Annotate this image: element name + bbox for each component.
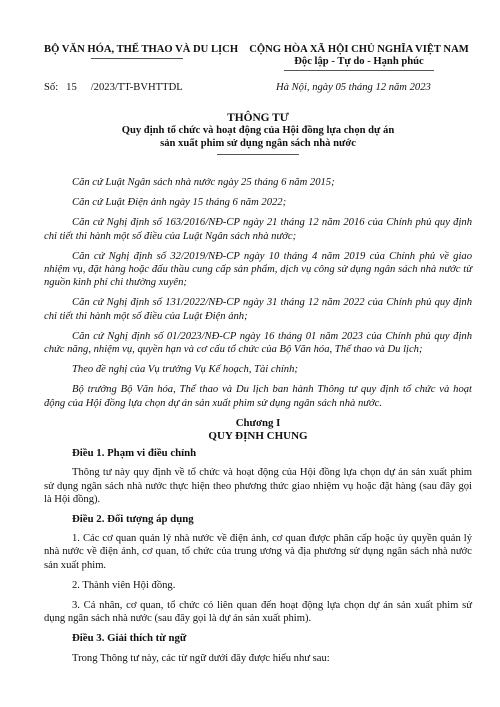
number-suffix: /2023/TT-BVHTTDL [90, 82, 183, 93]
national-heading [246, 44, 472, 71]
national-motto: Độc lập - Tự do - Hạnh phúc [294, 56, 424, 67]
issuing-authority [44, 44, 239, 59]
preamble-item: Căn cứ Luật Điện ảnh ngày 15 tháng 6 năm 2022; [72, 197, 287, 209]
preamble-item: Căn cứ Nghị định số 32/2019/NĐ-CP ngày 10 tháng 4 năm 2019 của Chính phủ về giao nhiệm vụ, đặt hàng hoặc đấu thầu cung cấp sản phẩm, dịch vụ công sử dụng ngân sách nhà nước từ nguồn kinh phí chi thường xuyên; [44, 250, 472, 289]
preamble-item: Căn cứ Nghị định số 01/2023/NĐ-CP ngày 16 tháng 01 năm 2023 của Chính phủ quy định chức năng, nhiệm vụ, quyền hạn và cơ cấu tổ chức của Bộ Văn hóa, Thể thao và Du lịch; [44, 330, 472, 356]
chapter-label: Chương I [235, 416, 281, 429]
preamble-item: Căn cứ Luật Ngân sách nhà nước ngày 25 tháng 6 năm 2015; [72, 177, 335, 188]
place-and-date: Hà Nội, ngày 05 tháng 12 năm 2023 [276, 82, 431, 93]
title-line-2: sản xuất phim sử dụng ngân sách nhà nước [160, 138, 356, 149]
number-value: 15 [66, 82, 77, 93]
country-name: CỘNG HÒA XÃ HỘI CHỦ NGHĨA VIỆT NAM [249, 44, 469, 55]
article-2-title: Điều 2. Đối tượng áp dụng [72, 513, 194, 526]
document-title [44, 112, 472, 155]
document-number [44, 82, 183, 93]
preamble-item: Căn cứ Nghị định số 131/2022/NĐ-CP ngày 31 tháng 12 năm 2022 của Chính phủ quy định chi tiết thi hành một số điều của Luật Điện ảnh; [44, 297, 472, 322]
preamble-item: Bộ trưởng Bộ Văn hóa, Thể thao và Du lịch ban hành Thông tư quy định tổ chức và hoạt động của Hội đồng lựa chọn dự án sản xuất phim sử dụng ngân sách nhà nước. [44, 384, 472, 409]
preamble-item: Theo đề nghị của Vụ trưởng Vụ Kế hoạch, Tài chính; [72, 364, 298, 376]
ministry-name: BỘ VĂN HÓA, THỂ THAO VÀ DU LỊCH [44, 44, 239, 55]
number-label: Số: [44, 82, 59, 93]
preamble-item: Căn cứ Nghị định số 163/2016/NĐ-CP ngày 21 tháng 12 năm 2016 của Chính phủ quy định chi tiết thi hành một số điều của Luật Ngân sách nhà nước; [44, 217, 472, 242]
article-2-clause-2: 2. Thành viên Hội đồng. [72, 579, 176, 591]
article-1-title: Điều 1. Phạm vi điều chỉnh [72, 447, 197, 460]
ministry-underline [91, 58, 183, 59]
title-line-1: Quy định tổ chức và hoạt động của Hội đồng lựa chọn dự án [121, 125, 395, 136]
article-2-clause-3: 3. Cá nhân, cơ quan, tổ chức có liên quan đến hoạt động lựa chọn dự án sản xuất phim sử dụng ngân sách nhà nước (sau đây gọi là dự án sản xuất phim). [44, 600, 472, 625]
article-1-text: Thông tư này quy định về tổ chức và hoạt động của Hội đồng lựa chọn dự án sản xuất phim sử dụng ngân sách nhà nước thực hiện theo phương thức giao nhiệm vụ hoặc đặt hàng (sau đây gọi là Hội đồng). [44, 467, 472, 505]
document-type: THÔNG TƯ [227, 112, 289, 124]
title-underline [217, 154, 299, 155]
article-3-title: Điều 3. Giải thích từ ngữ [72, 632, 187, 645]
chapter-title: QUY ĐỊNH CHUNG [208, 430, 308, 443]
document-body [44, 176, 472, 672]
motto-underline [284, 70, 434, 71]
article-2-clause-1: 1. Các cơ quan quản lý nhà nước về điện ảnh, cơ quan được phân cấp hoặc ủy quyền quản lý nhà nước về điện ảnh, cơ quan, tổ chức của trung ương và địa phương sử dụng ngân sách nhà nước sản xuất phim. [44, 533, 472, 571]
article-3-text: Trong Thông tư này, các từ ngữ dưới đây được hiểu như sau: [72, 652, 330, 664]
